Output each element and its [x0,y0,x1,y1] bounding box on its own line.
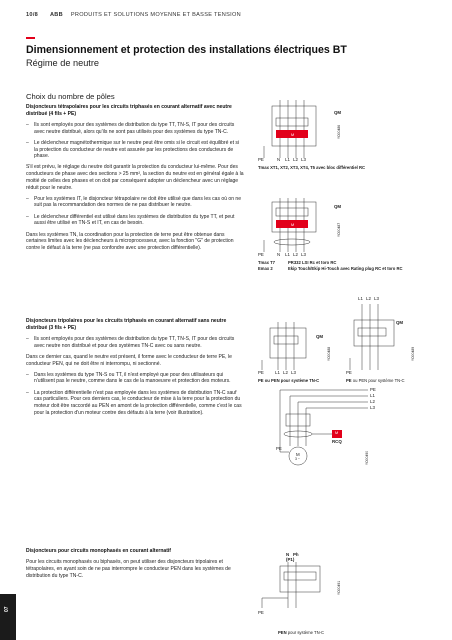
block-three-pole [26,318,244,421]
brand-name: ABB [49,12,63,18]
block-heading: Disjoncteurs tripolaires pour les circuits triphasés en courant alternatif sans neutre distribué (3 fils + PE) [26,318,227,331]
diagram-id: YO00486 [337,124,342,140]
relay-label: M [291,133,295,137]
diagram-single-phase [258,552,342,635]
diagram-three-pole-b [346,296,416,383]
block-four-pole [26,104,244,256]
terminal-n-top: N [286,552,290,557]
diagram-id: YO00490 [365,450,370,466]
caption-line-1b: PR332 LSI Rc et toro RC [288,260,337,265]
section-heading: Choix du nombre de pôles [26,92,115,101]
diagram-four-pole-rc [258,100,366,170]
circuit-diagram-1 [258,100,330,158]
paragraph: Dans les systèmes TN, la coordination pour la protection de terre peut être obtenue dans certaines limites avec les déclencheurs à microprocesseur, avec la fonction "G" de protection contre le défaut à la terre (ne pas confondre avec une protection différentielle). [26,231,234,251]
rcq-relay-label: M [335,431,339,435]
caption-line-2a: Emax 2 [258,266,273,271]
page-title: Dimensionnement et protection des installations électriques BT [26,44,347,56]
header-section: PRODUITS ET SOLUTIONS MOYENNE ET BASSE TENSION [70,12,241,18]
list-item: – La protection différentielle n'est pas employée dans les systèmes de distribution TN-C sauf cas particuliers. Pour ces derniers cas, le conducteur de mise à la terre pour la protection du moteur doit être raccordé au PEN en amont de la protection différentielle, comme c'est le cas pour la protection d'un moteur contre des défauts à la terre (voir illustration). [26,390,244,417]
caption-line-2b: Ekip Touch/Ekip Hi-Touch avec Rating plug RC et toro RC [288,266,403,271]
paragraph: Pour les circuits monophasés ou biphasés, on peut utiliser des disjoncteurs tripolaires et tétrapolaires, en ayant soin de ne pas interrompre le conducteur PEN dans les systèmes de distribution du type TN-C. [26,559,231,579]
chapter-tab [0,594,16,640]
line-l3: L3 [370,405,375,410]
line-l2: L2 [370,399,375,404]
diagram-caption: Tmax XT1, XT2, XT3, XT4, T5 avec bloc différentiel RC [258,165,366,170]
motor-label: M [296,452,300,457]
terminal-l1: L1 [275,370,280,375]
diagram-id: YO00489 [411,346,416,362]
circuit-diagram-4 [346,300,406,370]
diagram-caption [346,378,405,383]
caption-bold: PEN [278,630,287,635]
diagram-id: YO00491 [337,580,342,596]
circuit-diagram-3 [258,322,318,370]
terminal-l2-top: L2 [366,296,371,301]
diagram-motor-rcq [276,386,376,468]
terminal-l3: L3 [301,252,306,257]
caption-bold: PE [346,378,352,383]
caption-rest: pour système TN-C [286,630,325,635]
block-single-phase [26,548,244,584]
list-item: – Dans les systèmes du type TN-S ou TT, il n'est employé que pour des utilisateurs qui n'utilisent pas le neutre, comme dans le cas de la manoeuvre et protection des moteurs. [26,372,244,385]
list-item: – Le déclencheur différentiel est utilisé dans les systèmes de distribution du type TT, et peut aussi être utilisé en TN-S et IT, en cas de besoin. [26,214,244,227]
block-heading: Disjoncteurs pour circuits monophasés en courant alternatif [26,548,171,554]
terminal-l3-top: L3 [374,296,379,301]
terminal-l2: L2 [283,370,288,375]
diagram-four-pole-toro [258,198,403,271]
terminal-l1: L1 [285,157,290,162]
terminal-l2: L2 [293,157,298,162]
diagram-three-pole-a [258,322,332,383]
paragraph: Dans ce dernier cas, quand le neutre est présent, il forme avec le conducteur de terre PE, le conducteur PEN, qui ne doit être ni interrompu, ni sectionné. [26,353,232,367]
qm-label: QM [334,204,342,209]
diagram-id: YO00488 [327,346,332,362]
list-item: – Pour les systèmes IT, le disjoncteur tétrapolaire ne doit être utilisé que dans les cas où on ne suit pas la recommandation des normes de ne pas distribuer le neutre. [26,196,244,209]
terminal-pe: PE [258,252,264,257]
pe-label: PE [258,610,264,615]
terminal-l1: L1 [285,252,290,257]
caption-rest: ou PEN pour système TN-C [351,378,405,383]
block-heading: Disjoncteurs tétrapolaires pour les circuits triphasés en courant alternatif avec neutre distribué (4 fils + PE) [26,104,232,117]
diagram-caption [278,630,324,635]
qm-label: QM [396,320,404,325]
title-accent-bar [26,37,35,39]
paragraph: S'il est prévu, le réglage du neutre doit garantir la protection du conducteur lui-même. Pour des conducteurs de phase avec des sections > 25 mm², la section du neutre est en général égale à la moitié de celles des phases et on doit par conséquent adopter un déclencheur avec un réglage réduit pour le neutre. [26,164,244,191]
diagram-id: YO00487 [337,222,342,238]
page-number: 10/8 [26,12,39,18]
terminal-pe: PE [258,157,264,162]
page-header [26,12,241,18]
line-pe: PE [370,387,376,392]
terminal-p1-top: (P1) [286,557,295,562]
qm-label: QM [316,334,324,339]
line-l1: L1 [370,393,375,398]
relay-label: M [291,223,295,227]
qm-label: QM [334,110,342,115]
terminal-l2: L2 [293,252,298,257]
circuit-diagram-5 [276,386,368,468]
rcq-label: RCQ [332,439,342,444]
terminal-ph-top: Ph [293,552,299,557]
list-item: – Ils sont employés pour des systèmes de distribution du type TT, TN-S, IT pour des circuits avec neutre non distribué et pour des systèmes TN-C avec ou sans neutre. [26,336,244,349]
terminal-pe: PE [346,370,352,375]
pe-label: PE [276,446,282,451]
caption-line-1a: Tmax T7 [258,260,275,265]
terminal-pe: PE [258,370,264,375]
circuit-diagram-6 [258,562,328,608]
diagram-caption: PE ou PEN pour système TN-C [258,378,320,383]
list-item: – Ils sont employés pour des systèmes de distribution du type TT, TN-S, IT pour des circuits avec neutre distribué, alors qu'ils ne sont pas utilisés pour des systèmes du type TN-C. [26,122,244,135]
terminal-l3: L3 [291,370,296,375]
page-subtitle: Régime de neutre [26,58,100,68]
terminal-l3: L3 [301,157,306,162]
terminal-n: N [277,157,281,162]
terminal-n: N [277,252,281,257]
motor-sub-label: 3 ~ [295,457,300,461]
list-item: – Le déclencheur magnétothermique sur le neutre peut être omis si le circuit est équilibré et si la protection du conducteur de neutre est assurée par les protections des conducteurs de phase. [26,140,244,160]
chapter-number: 07 [4,606,10,612]
terminal-l1-top: L1 [358,296,363,301]
